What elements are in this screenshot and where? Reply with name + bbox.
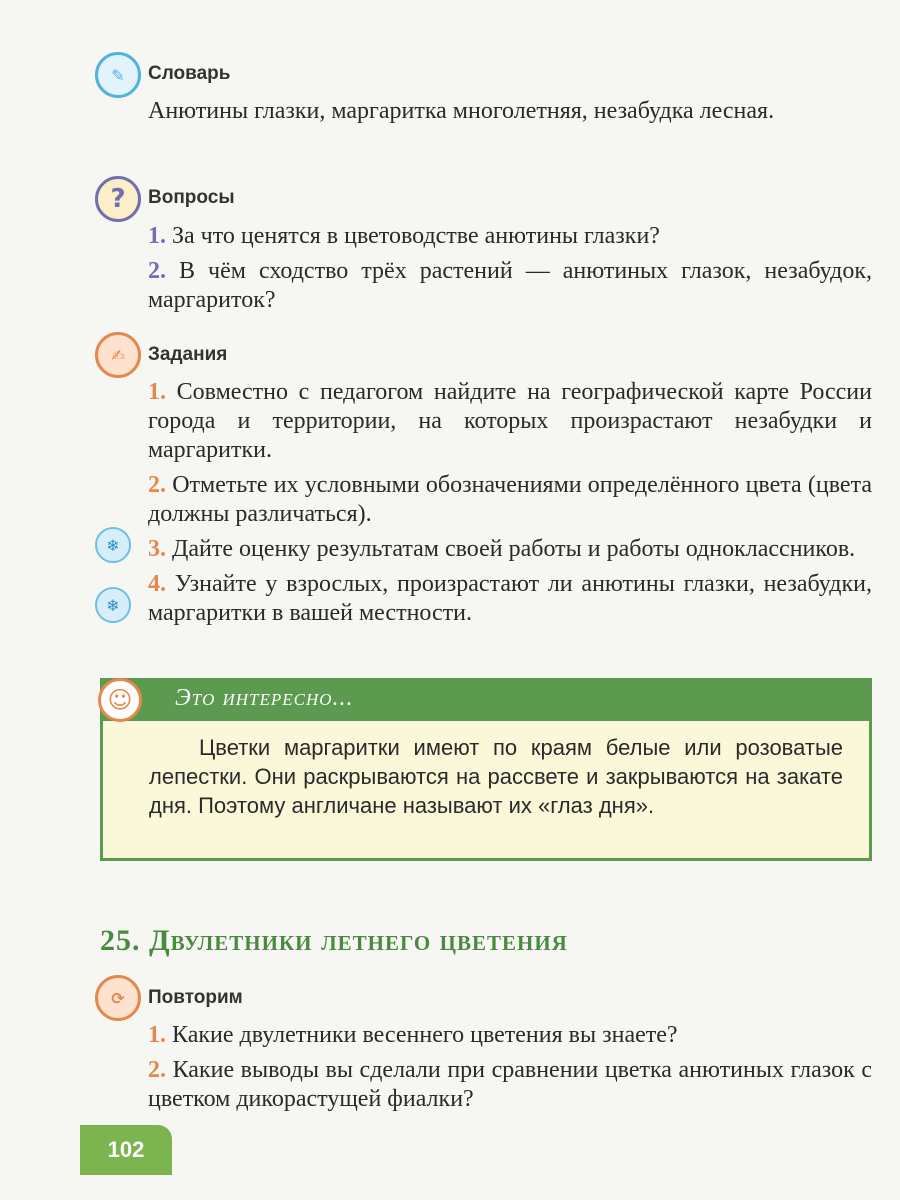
- task-item: 3. Дайте оценку результатам своей работы и работы одноклассников.: [148, 536, 856, 562]
- repeat-icon: ⟳: [95, 975, 141, 1021]
- review-list: [148, 1021, 872, 1120]
- task-item: 1. Совместно с педагогом найдите на географической карте России города и территории, на которых произрастают незабудки и маргаритки.: [148, 379, 872, 463]
- interesting-text: Цветки маргаритки имеют по краям белые или розоватые лепестки. Они раскрываются на рассвете и закрываются на закате дня. Поэтому англичане называют их «глаз дня».: [149, 735, 843, 818]
- task-item: 2. Отметьте их условными обозначениями определённого цвета (цвета должны различаться).: [148, 472, 873, 527]
- review-heading: Повторим: [148, 987, 243, 1008]
- snowflake-icon: ❄: [95, 527, 131, 563]
- notepad-icon: ✎: [95, 52, 141, 98]
- chapter-title: 25. Двулетники летнего цветения: [100, 924, 568, 957]
- review-item: 2. Какие выводы вы сделали при сравнении цветка анютиных глазок с цветком дикорастущей фиалки?: [148, 1057, 873, 1112]
- page-number: 102: [80, 1125, 172, 1175]
- review-item: 1. Какие двулетники весеннего цветения вы знаете?: [148, 1022, 678, 1048]
- interesting-heading: Это интересно...: [103, 681, 869, 721]
- snowflake-icon: ❄: [95, 587, 131, 623]
- questions-heading: Вопросы: [148, 187, 235, 208]
- task-item: 4. Узнайте у взрослых, произрастают ли анютины глазки, незабудки, маргаритки в вашей местности.: [148, 571, 873, 626]
- scroll-icon: ✍: [95, 332, 141, 378]
- questions-list: [148, 222, 872, 321]
- tasks-heading: Задания: [148, 344, 228, 365]
- dictionary-text: Анютины глазки, маргаритка многолетняя, незабудка лесная.: [148, 98, 775, 124]
- question-icon: ?: [95, 176, 141, 222]
- tasks-list: [148, 378, 872, 634]
- question-item: 2. В чём сходство трёх растений — анютиных глазок, незабудок, маргариток?: [148, 258, 873, 313]
- smiley-icon: ☺: [98, 678, 142, 722]
- dictionary-heading: Словарь: [148, 63, 231, 84]
- question-item: 1. За что ценятся в цветоводстве анютины глазки?: [148, 223, 660, 249]
- interesting-box: [100, 678, 872, 861]
